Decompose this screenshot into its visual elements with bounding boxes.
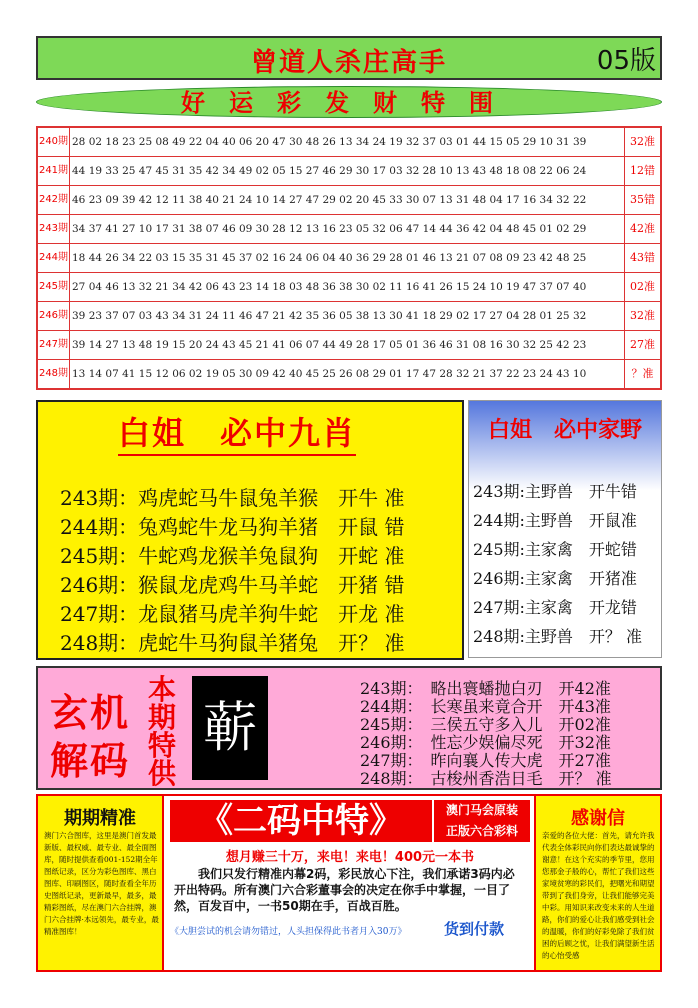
grid-numbers: 28 02 18 23 25 08 49 22 04 40 06 20 47 30 48 26 13 34 24 19 32 37 03 01 44 15 05 29 10 31 39 <box>72 136 587 148</box>
riddle-special-label: 本期特供 <box>148 673 177 790</box>
wild-domestic-line: 246期:主家禽 开猪准 <box>473 569 637 588</box>
nine-zodiac-line: 246期：猴鼠龙虎鸡牛马羊蛇 开猪 错 <box>60 573 405 597</box>
wild-domestic-title: 白姐 必中家野 <box>487 417 642 443</box>
precise-column <box>38 796 164 970</box>
grid-period: 240期 <box>38 128 70 156</box>
page-header <box>36 36 662 80</box>
subtitle-text: 好运彩发财特围 <box>181 88 517 117</box>
grid-result: 32准 <box>624 302 660 330</box>
grid-result: 12错 <box>624 157 660 185</box>
grid-result: 32准 <box>624 128 660 156</box>
nine-zodiac-panel <box>36 400 464 660</box>
macau-original-tag: 澳门马会原装 <box>434 800 530 821</box>
cash-on-delivery-label: 货到付款 <box>444 920 505 938</box>
grid-row <box>38 157 660 186</box>
genuine-lottery-tag: 正版六合彩料 <box>434 821 530 842</box>
riddle-line: 248期： 古梭州香浩日毛 开？ 准 <box>360 769 612 788</box>
grid-row <box>38 360 660 389</box>
wild-domestic-line: 247期:主家禽 开龙错 <box>473 598 637 617</box>
nine-zodiac-line: 248期：虎蛇牛马狗鼠羊猪兔 开？ 准 <box>60 631 405 655</box>
page-title: 曾道人杀庄高手 <box>250 48 447 78</box>
grid-row <box>38 215 660 244</box>
grid-row <box>38 128 660 157</box>
grid-numbers: 27 04 46 13 32 21 34 42 06 43 23 14 18 03 48 36 38 30 02 11 16 41 26 15 24 10 19 47 37 07 40 <box>72 281 587 293</box>
riddle-character: 蕲 <box>192 676 268 780</box>
subtitle-banner <box>36 86 662 118</box>
grid-numbers: 46 23 09 39 42 12 11 38 40 21 24 10 14 27 47 29 02 20 45 33 30 07 13 31 48 04 17 16 34 32 22 <box>72 194 587 206</box>
advert-panel <box>36 794 662 972</box>
grid-numbers: 39 23 37 07 03 43 34 31 24 11 46 47 21 42 35 36 05 38 13 30 41 18 29 02 17 27 04 28 01 25 32 <box>72 310 587 322</box>
grid-period: 244期 <box>38 244 70 272</box>
grid-period: 242期 <box>38 186 70 214</box>
guarantee-text: 《大胆尝试的机会请勿错过，人头担保得此书者月入30万》 <box>170 927 407 937</box>
grid-period: 246期 <box>38 302 70 330</box>
promo-body: 我们只发行精准内幕2码，彩民放心下注，我们承诺3码内必开出特码。所有澳门六合彩董事会的决定在你手中掌握，一目了然，百发百中，一书50期在手，百战百胜。 <box>174 867 515 913</box>
riddle-line: 243期： 略出寰蟠抛白刃 开42准 <box>360 679 611 698</box>
riddle-line: 245期： 三侯五守多入儿 开02准 <box>360 715 611 734</box>
riddle-heading-2: 解码 <box>50 739 131 783</box>
grid-result: 43错 <box>624 244 660 272</box>
grid-row <box>38 186 660 215</box>
thanks-text: 亲爱的各位大佬：首先，请允许我代表全体彩民向你们表达最诚挚的谢意！在这个充实的季节里，您用您那金子般的心，帮忙了我们这些家境贫寒的彩民们，把曙光和期望带到了我们身旁，让我们能够完美中彩。用知识来改变未来的人生道路，你们的爱心让我们感受到社会的温暖，你们的好彩免除了我们贫困的后顾之忧，让我们满望新生活的心怡受感 <box>542 831 655 960</box>
wild-domestic-panel <box>468 400 662 658</box>
grid-row <box>38 331 660 360</box>
grid-result: 42准 <box>624 215 660 243</box>
grid-numbers: 44 19 33 25 47 45 31 35 42 34 49 02 05 15 27 46 29 30 17 03 32 28 10 13 43 48 18 08 22 06 24 <box>72 165 587 177</box>
precise-title: 期期精准 <box>64 808 136 829</box>
wild-domestic-line: 243期:主野兽 开牛错 <box>473 482 637 501</box>
two-code-banner: 《二码中特》 <box>170 800 432 842</box>
riddle-panel <box>36 666 662 790</box>
grid-result: 27准 <box>624 331 660 359</box>
hotline-text: 想月赚三十万，来电！来电！400元一本书 <box>225 850 475 865</box>
nine-zodiac-line: 243期：鸡虎蛇马牛鼠兔羊猴 开牛 准 <box>60 486 405 510</box>
grid-period: 245期 <box>38 273 70 301</box>
riddle-line: 246期： 性忘少娱偏尽死 开32准 <box>360 733 611 752</box>
grid-period: 241期 <box>38 157 70 185</box>
grid-numbers: 39 14 27 13 48 19 15 20 24 43 45 21 41 06 07 44 49 28 17 05 01 36 46 31 08 16 30 32 25 42 23 <box>72 339 587 351</box>
grid-result: 35错 <box>624 186 660 214</box>
riddle-heading-1: 玄机 <box>50 691 131 735</box>
grid-row <box>38 273 660 302</box>
grid-row <box>38 302 660 331</box>
riddle-line: 247期： 昨向襄人传大虎 开27准 <box>360 751 611 770</box>
nine-zodiac-line: 244期：兔鸡蛇牛龙马狗羊猪 开鼠 错 <box>60 515 405 539</box>
wild-domestic-line: 245期:主家禽 开蛇错 <box>473 540 637 559</box>
two-code-column <box>166 796 532 970</box>
grid-numbers: 18 44 26 34 22 03 15 35 31 45 37 02 16 24 06 04 40 36 29 28 01 46 13 21 07 08 09 23 42 48 25 <box>72 252 587 264</box>
nine-zodiac-title: 白姐 必中九肖 <box>118 408 356 456</box>
grid-row <box>38 244 660 273</box>
thanks-title: 感谢信 <box>571 808 625 829</box>
wild-domestic-line: 248期:主野兽 开？ 准 <box>473 627 643 646</box>
wild-domestic-line: 244期:主野兽 开鼠准 <box>473 511 637 530</box>
thanks-column <box>534 796 660 970</box>
grid-period: 248期 <box>38 360 70 388</box>
nine-zodiac-line: 247期：龙鼠猪马虎羊狗牛蛇 开龙 准 <box>60 602 405 626</box>
nine-zodiac-line: 245期：牛蛇鸡龙猴羊兔鼠狗 开蛇 准 <box>60 544 405 568</box>
grid-result: 02准 <box>624 273 660 301</box>
grid-numbers: 34 37 41 27 10 17 31 38 07 46 09 30 28 12 13 16 23 05 32 06 47 14 44 36 42 04 48 45 01 02 29 <box>72 223 587 235</box>
version-label: 05版 <box>596 46 656 76</box>
precise-text: 澳门六合图库，这里是澳门首发最新版、最权威、最专业、最全面图库，随时提供查看001-152期全年图纸记录，区分为彩色图库、黑白图库、印刷图区，随时查看全年历史图纸记录，更新最早，最多，最精彩图纸，尽在澳门六合挂牌，澳门六合挂牌·本远领先，最专业，最精准图库！ <box>44 831 159 936</box>
grid-period: 247期 <box>38 331 70 359</box>
riddle-line: 244期： 长寒虽来竟合开 开43准 <box>360 697 611 716</box>
grid-period: 243期 <box>38 215 70 243</box>
grid-result: ？准 <box>624 360 660 388</box>
number-grid <box>36 126 662 390</box>
grid-numbers: 13 14 07 41 15 12 06 02 19 05 30 09 42 40 45 25 26 08 29 01 17 47 28 32 21 37 22 23 24 43 10 <box>72 368 587 380</box>
